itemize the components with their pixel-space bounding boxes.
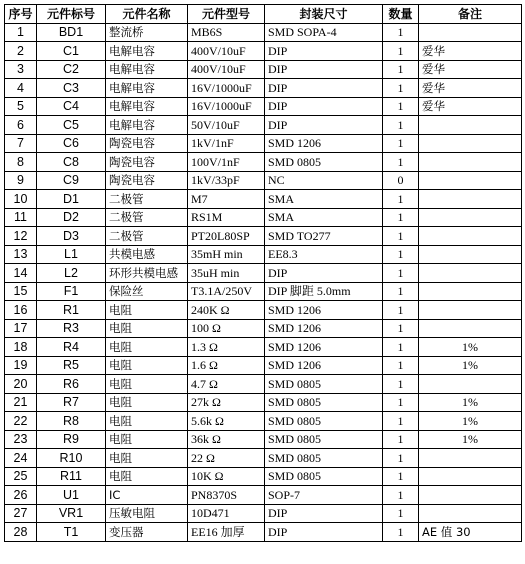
index-cell: 13	[5, 245, 37, 264]
table-row	[5, 208, 522, 227]
index-cell: 15	[5, 282, 37, 301]
component-name-cell: 电阻	[106, 356, 188, 375]
index-cell: 17	[5, 319, 37, 338]
package-cell: NC	[265, 171, 383, 190]
package-cell: SMD 0805	[265, 153, 383, 172]
remarks-cell	[419, 301, 522, 320]
designator-cell: T1	[37, 523, 106, 542]
remarks-cell: 1%	[419, 412, 522, 431]
table-row	[5, 190, 522, 209]
quantity-cell: 1	[383, 23, 419, 42]
component-name-cell: 电解电容	[106, 116, 188, 135]
index-cell: 11	[5, 208, 37, 227]
package-cell: SMD 0805	[265, 412, 383, 431]
package-cell: SMA	[265, 190, 383, 209]
remarks-cell	[419, 134, 522, 153]
table-header	[5, 5, 522, 24]
remarks-cell	[419, 319, 522, 338]
component-name-cell: 共模电感	[106, 245, 188, 264]
remarks-cell	[419, 504, 522, 523]
designator-cell: C3	[37, 79, 106, 98]
index-cell: 16	[5, 301, 37, 320]
model-cell: 35mH min	[188, 245, 265, 264]
component-name-cell: 二极管	[106, 208, 188, 227]
header-cell-component-name: 元件名称	[106, 5, 188, 24]
model-cell: 1kV/1nF	[188, 134, 265, 153]
quantity-cell: 1	[383, 282, 419, 301]
component-name-cell: 电阻	[106, 430, 188, 449]
component-name-cell: 电阻	[106, 338, 188, 357]
table-row	[5, 430, 522, 449]
index-cell: 26	[5, 486, 37, 505]
model-cell: M7	[188, 190, 265, 209]
header-cell-quantity: 数量	[383, 5, 419, 24]
remarks-cell	[419, 245, 522, 264]
quantity-cell: 1	[383, 486, 419, 505]
model-cell: RS1M	[188, 208, 265, 227]
component-name-cell: 陶瓷电容	[106, 153, 188, 172]
model-cell: 22 Ω	[188, 449, 265, 468]
designator-cell: R4	[37, 338, 106, 357]
remarks-cell: 1%	[419, 356, 522, 375]
package-cell: DIP	[265, 79, 383, 98]
model-cell: 10K Ω	[188, 467, 265, 486]
component-name-cell: 变压器	[106, 523, 188, 542]
index-cell: 12	[5, 227, 37, 246]
quantity-cell: 1	[383, 208, 419, 227]
model-cell: 1.6 Ω	[188, 356, 265, 375]
index-cell: 21	[5, 393, 37, 412]
designator-cell: R6	[37, 375, 106, 394]
index-cell: 24	[5, 449, 37, 468]
component-name-cell: 电阻	[106, 412, 188, 431]
quantity-cell: 1	[383, 42, 419, 61]
designator-cell: C9	[37, 171, 106, 190]
model-cell: 16V/1000uF	[188, 79, 265, 98]
model-cell: 400V/10uF	[188, 60, 265, 79]
designator-cell: R9	[37, 430, 106, 449]
designator-cell: VR1	[37, 504, 106, 523]
remarks-cell: 爱华	[419, 97, 522, 116]
index-cell: 27	[5, 504, 37, 523]
model-cell: EE16 加厚	[188, 523, 265, 542]
table-row	[5, 79, 522, 98]
quantity-cell: 1	[383, 319, 419, 338]
remarks-cell	[419, 282, 522, 301]
remarks-cell	[419, 375, 522, 394]
index-cell: 3	[5, 60, 37, 79]
table-row	[5, 486, 522, 505]
remarks-cell	[419, 449, 522, 468]
quantity-cell: 1	[383, 523, 419, 542]
component-name-cell: 电解电容	[106, 97, 188, 116]
table-row	[5, 504, 522, 523]
quantity-cell: 1	[383, 393, 419, 412]
remarks-cell: 1%	[419, 338, 522, 357]
model-cell: PN8370S	[188, 486, 265, 505]
quantity-cell: 1	[383, 134, 419, 153]
quantity-cell: 0	[383, 171, 419, 190]
model-cell: 36k Ω	[188, 430, 265, 449]
remarks-cell: 1%	[419, 393, 522, 412]
quantity-cell: 1	[383, 504, 419, 523]
designator-cell: BD1	[37, 23, 106, 42]
component-name-cell: 二极管	[106, 227, 188, 246]
model-cell: 10D471	[188, 504, 265, 523]
index-cell: 9	[5, 171, 37, 190]
remarks-cell	[419, 116, 522, 135]
component-name-cell: 电阻	[106, 301, 188, 320]
package-cell: DIP	[265, 60, 383, 79]
quantity-cell: 1	[383, 338, 419, 357]
remarks-cell	[419, 486, 522, 505]
package-cell: DIP	[265, 504, 383, 523]
designator-cell: U1	[37, 486, 106, 505]
table-row	[5, 375, 522, 394]
package-cell: SMD 0805	[265, 449, 383, 468]
package-cell: SMD 1206	[265, 301, 383, 320]
package-cell: DIP	[265, 42, 383, 61]
designator-cell: C6	[37, 134, 106, 153]
quantity-cell: 1	[383, 116, 419, 135]
remarks-cell: 爱华	[419, 42, 522, 61]
table-row	[5, 523, 522, 542]
index-cell: 19	[5, 356, 37, 375]
table-row	[5, 301, 522, 320]
header-cell-package: 封装尺寸	[265, 5, 383, 24]
remarks-cell	[419, 171, 522, 190]
designator-cell: R7	[37, 393, 106, 412]
package-cell: SOP-7	[265, 486, 383, 505]
quantity-cell: 1	[383, 97, 419, 116]
quantity-cell: 1	[383, 375, 419, 394]
table-row	[5, 412, 522, 431]
header-cell-model: 元件型号	[188, 5, 265, 24]
model-cell: 100 Ω	[188, 319, 265, 338]
index-cell: 7	[5, 134, 37, 153]
table-row	[5, 227, 522, 246]
component-name-cell: 压敏电阻	[106, 504, 188, 523]
component-name-cell: 电解电容	[106, 42, 188, 61]
component-name-cell: 保险丝	[106, 282, 188, 301]
remarks-cell	[419, 264, 522, 283]
quantity-cell: 1	[383, 449, 419, 468]
remarks-cell	[419, 208, 522, 227]
model-cell: 1kV/33pF	[188, 171, 265, 190]
designator-cell: R10	[37, 449, 106, 468]
model-cell: 1.3 Ω	[188, 338, 265, 357]
table-row	[5, 153, 522, 172]
index-cell: 14	[5, 264, 37, 283]
package-cell: SMD 0805	[265, 467, 383, 486]
designator-cell: R8	[37, 412, 106, 431]
designator-cell: F1	[37, 282, 106, 301]
table-row	[5, 23, 522, 42]
package-cell: SMD 0805	[265, 375, 383, 394]
designator-cell: C8	[37, 153, 106, 172]
index-cell: 4	[5, 79, 37, 98]
quantity-cell: 1	[383, 79, 419, 98]
package-cell: SMD 1206	[265, 319, 383, 338]
index-cell: 28	[5, 523, 37, 542]
package-cell: SMD TO277	[265, 227, 383, 246]
package-cell: DIP	[265, 116, 383, 135]
designator-cell: D3	[37, 227, 106, 246]
table-row	[5, 356, 522, 375]
quantity-cell: 1	[383, 245, 419, 264]
quantity-cell: 1	[383, 301, 419, 320]
table-row	[5, 116, 522, 135]
designator-cell: R5	[37, 356, 106, 375]
remarks-cell: 1%	[419, 430, 522, 449]
package-cell: DIP	[265, 97, 383, 116]
designator-cell: C5	[37, 116, 106, 135]
remarks-cell: AE 值 30	[419, 523, 522, 542]
header-cell-designator: 元件标号	[37, 5, 106, 24]
quantity-cell: 1	[383, 467, 419, 486]
quantity-cell: 1	[383, 60, 419, 79]
model-cell: 240K Ω	[188, 301, 265, 320]
designator-cell: L2	[37, 264, 106, 283]
index-cell: 20	[5, 375, 37, 394]
designator-cell: C4	[37, 97, 106, 116]
designator-cell: C2	[37, 60, 106, 79]
table-row	[5, 467, 522, 486]
component-name-cell: 电阻	[106, 449, 188, 468]
quantity-cell: 1	[383, 356, 419, 375]
remarks-cell	[419, 153, 522, 172]
header-cell-remarks: 备注	[419, 5, 522, 24]
designator-cell: R11	[37, 467, 106, 486]
package-cell: SMD 1206	[265, 338, 383, 357]
model-cell: 5.6k Ω	[188, 412, 265, 431]
index-cell: 1	[5, 23, 37, 42]
designator-cell: L1	[37, 245, 106, 264]
model-cell: 100V/1nF	[188, 153, 265, 172]
model-cell: 400V/10uF	[188, 42, 265, 61]
model-cell: 16V/1000uF	[188, 97, 265, 116]
table-row	[5, 245, 522, 264]
table-body	[5, 23, 522, 541]
index-cell: 5	[5, 97, 37, 116]
table-row	[5, 42, 522, 61]
component-name-cell: 电阻	[106, 467, 188, 486]
index-cell: 10	[5, 190, 37, 209]
package-cell: SMD 1206	[265, 356, 383, 375]
header-cell-index: 序号	[5, 5, 37, 24]
index-cell: 18	[5, 338, 37, 357]
table-row	[5, 97, 522, 116]
index-cell: 22	[5, 412, 37, 431]
table-row	[5, 60, 522, 79]
component-name-cell: 陶瓷电容	[106, 134, 188, 153]
package-cell: SMD 0805	[265, 393, 383, 412]
designator-cell: C1	[37, 42, 106, 61]
index-cell: 25	[5, 467, 37, 486]
model-cell: 35uH min	[188, 264, 265, 283]
header-row	[5, 5, 522, 24]
component-name-cell: 电阻	[106, 393, 188, 412]
index-cell: 23	[5, 430, 37, 449]
designator-cell: R1	[37, 301, 106, 320]
package-cell: DIP	[265, 523, 383, 542]
designator-cell: D1	[37, 190, 106, 209]
component-name-cell: 电解电容	[106, 79, 188, 98]
quantity-cell: 1	[383, 264, 419, 283]
bom-table-container	[4, 4, 522, 542]
remarks-cell	[419, 23, 522, 42]
remarks-cell: 爱华	[419, 79, 522, 98]
package-cell: DIP	[265, 264, 383, 283]
package-cell: SMD SOPA-4	[265, 23, 383, 42]
component-name-cell: 电阻	[106, 319, 188, 338]
component-name-cell: 电阻	[106, 375, 188, 394]
remarks-cell	[419, 190, 522, 209]
quantity-cell: 1	[383, 412, 419, 431]
quantity-cell: 1	[383, 153, 419, 172]
component-name-cell: IC	[106, 486, 188, 505]
quantity-cell: 1	[383, 227, 419, 246]
package-cell: SMD 1206	[265, 134, 383, 153]
model-cell: MB6S	[188, 23, 265, 42]
model-cell: 50V/10uF	[188, 116, 265, 135]
table-row	[5, 264, 522, 283]
table-row	[5, 338, 522, 357]
model-cell: 4.7 Ω	[188, 375, 265, 394]
package-cell: SMA	[265, 208, 383, 227]
model-cell: T3.1A/250V	[188, 282, 265, 301]
component-name-cell: 环形共模电感	[106, 264, 188, 283]
index-cell: 8	[5, 153, 37, 172]
index-cell: 2	[5, 42, 37, 61]
remarks-cell: 爱华	[419, 60, 522, 79]
model-cell: 27k Ω	[188, 393, 265, 412]
designator-cell: R3	[37, 319, 106, 338]
package-cell: DIP 脚距 5.0mm	[265, 282, 383, 301]
table-row	[5, 449, 522, 468]
remarks-cell	[419, 467, 522, 486]
remarks-cell	[419, 227, 522, 246]
index-cell: 6	[5, 116, 37, 135]
package-cell: SMD 0805	[265, 430, 383, 449]
component-name-cell: 二极管	[106, 190, 188, 209]
model-cell: PT20L80SP	[188, 227, 265, 246]
component-name-cell: 电解电容	[106, 60, 188, 79]
component-name-cell: 陶瓷电容	[106, 171, 188, 190]
quantity-cell: 1	[383, 190, 419, 209]
component-name-cell: 整流桥	[106, 23, 188, 42]
table-row	[5, 134, 522, 153]
table-row	[5, 319, 522, 338]
table-row	[5, 282, 522, 301]
bom-table	[4, 4, 522, 542]
quantity-cell: 1	[383, 430, 419, 449]
table-row	[5, 171, 522, 190]
table-row	[5, 393, 522, 412]
designator-cell: D2	[37, 208, 106, 227]
package-cell: EE8.3	[265, 245, 383, 264]
